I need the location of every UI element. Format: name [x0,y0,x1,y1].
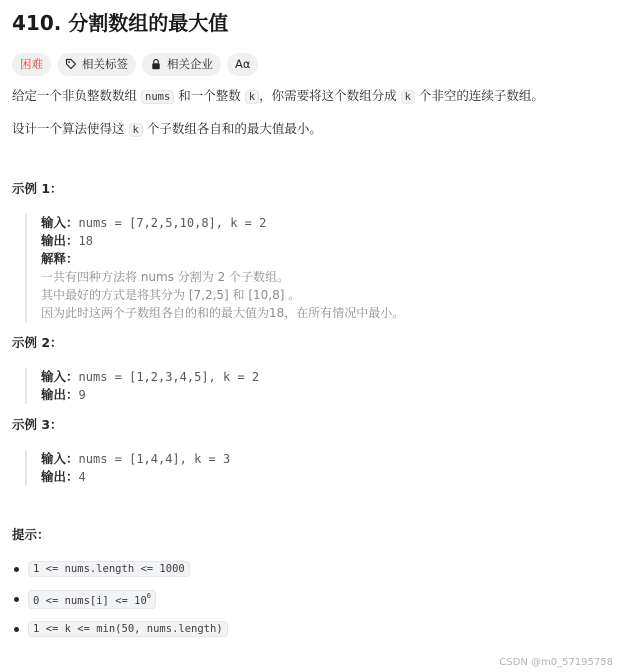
input-label: 输入： [41,451,79,466]
output-label: 输出： [41,387,79,402]
output-label: 输出： [41,233,79,248]
font-toggle-label: Aα [235,57,251,71]
hint-code: 1 <= k <= min(50, nums.length) [28,621,228,637]
code-nums: nums [141,90,174,104]
explain-line: 其中最好的方式是将其分为 [7,2,5] 和 [10,8] 。 [41,288,301,302]
example-input: nums = [1,2,3,4,5], k = 2 [78,370,260,384]
hint-code: 0 <= nums[i] <= $10^6$ [28,590,156,609]
related-tags-button[interactable] [57,53,136,76]
example-output: 9 [78,388,86,402]
example-1-heading: 示例 1： [12,181,63,196]
explain-label: 解释： [41,251,79,266]
hints-list [12,554,617,644]
hints-heading: 提示： [12,527,50,542]
hint-item [12,584,617,614]
font-toggle-button[interactable] [227,53,258,76]
related-companies-label: 相关企业 [167,57,213,71]
explain-line: 因为此时这两个子数组各自的和的最大值为18，在所有情况中最小。 [41,306,405,320]
description-paragraph-2: 设计一个算法使得这 k 个子数组各自和的最大值最小。 [12,121,322,136]
related-tags-label: 相关标签 [82,57,128,71]
related-companies-button[interactable] [142,53,221,76]
example-2-heading: 示例 2： [12,335,63,350]
hint-item [12,554,617,584]
input-label: 输入： [41,369,79,384]
hint-code: 1 <= nums.length <= 1000 [28,561,190,577]
example-input: nums = [7,2,5,10,8], k = 2 [78,216,267,230]
code-k: k [245,90,259,104]
code-k: k [129,123,143,137]
tag-icon [65,58,77,70]
problem-title: 410. 分割数组的最大值 [12,11,229,35]
input-label: 输入： [41,215,79,230]
example-output: 18 [78,234,93,248]
code-k: k [401,90,415,104]
output-label: 输出： [41,469,79,484]
example-1-block [25,214,617,322]
example-input: nums = [1,4,4], k = 3 [78,452,231,466]
tag-bar [12,52,617,76]
watermark: CSDN @m0_57195758 [499,657,613,668]
example-3-block [25,450,617,486]
description-paragraph-1: 给定一个非负整数数组 nums 和一个整数 k ，你需要将这个数组分成 k 个非空的连续子数组。 [12,88,544,103]
explain-line: 一共有四种方法将 nums 分割为 2 个子数组。 [41,270,290,284]
example-output: 4 [78,470,86,484]
difficulty-badge: 困难 [12,53,51,76]
hint-item [12,614,617,644]
exponent: 6 [146,591,152,600]
example-3-heading: 示例 3： [12,417,63,432]
lock-icon [150,58,162,70]
example-2-block [25,368,617,404]
